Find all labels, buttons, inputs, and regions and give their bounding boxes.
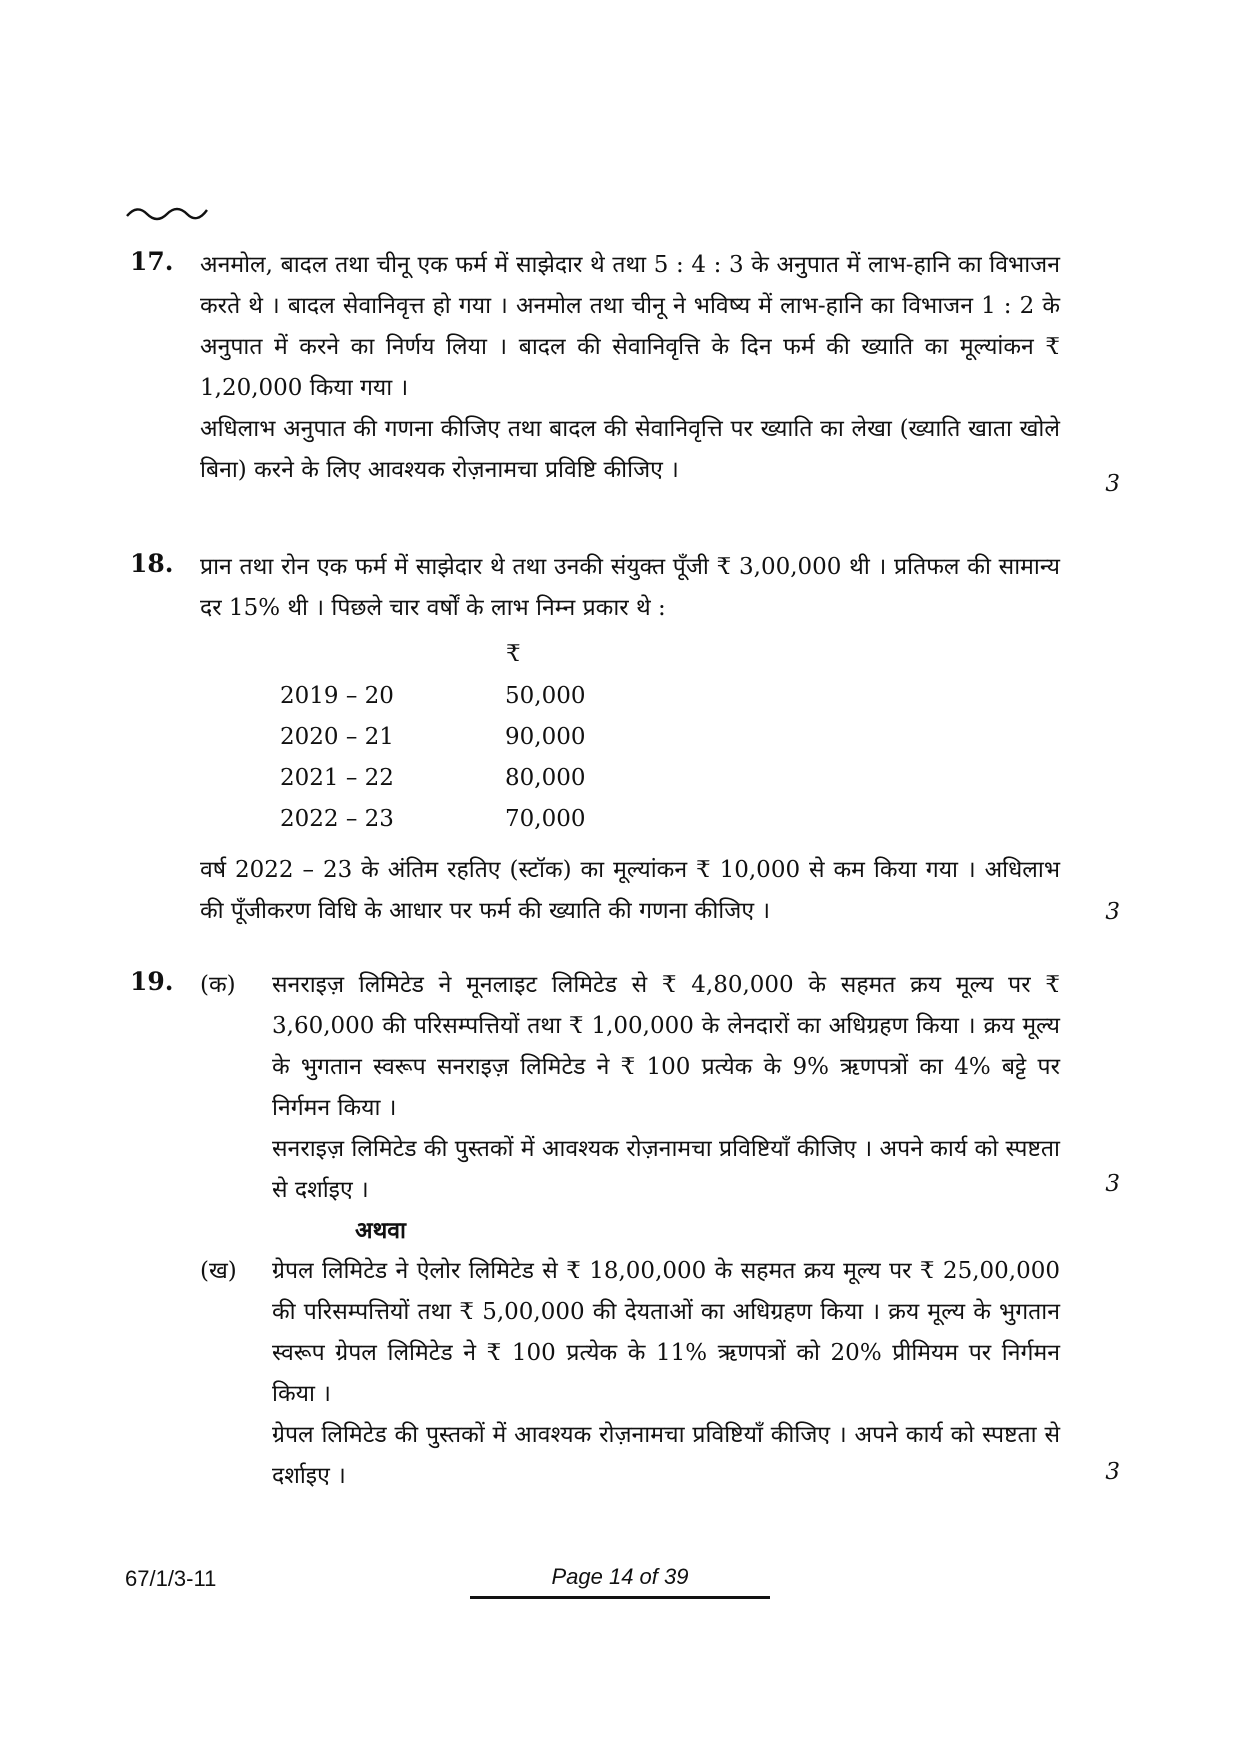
paper-code: 67/1/3-11 [125,1566,217,1591]
table-row [280,676,625,717]
year-cell: 2021 – 22 [280,765,394,791]
amount-cell: 50,000 [505,683,586,709]
marks: 3 [1105,1171,1120,1197]
table-row [280,758,625,799]
amount-cell: 90,000 [505,724,586,750]
question-number: 19. [130,967,174,996]
question-17 [130,245,1120,497]
sub-question-b [200,1251,1060,1497]
question-text: ग्रेपल लिमिटेड ने ऐलोर लिमिटेड से ₹ 18,00,000 के सहमत क्रय मूल्य पर ₹ 25,00,000 की परिसम्पत्तियों तथा ₹ 5,00,000 की देयताओं का अधिग्रहण किया । क्रय मूल्य के भुगतान स्वरूप ग्रेपल लिमिटेड ने ₹ 100 प्रत्येक के 11% ऋणपत्रों को 20% प्रीमियम पर निर्गमन किया । [272,1258,1060,1407]
question-instruction: सनराइज़ लिमिटेड की पुस्तकों में आवश्यक रोज़नामचा प्रविष्टियाँ कीजिए । अपने कार्य को स्पष्टता से दर्शाइए । [272,1136,1060,1203]
marks: 3 [1105,899,1120,925]
question-text: सनराइज़ लिमिटेड ने मूनलाइट लिमिटेड से ₹ 4,80,000 के सहमत क्रय मूल्य पर ₹ 3,60,000 की परिसम्पत्तियों तथा ₹ 1,00,000 के लेनदारों का अधिग्रहण किया । क्रय मूल्य के भुगतान स्वरूप सनराइज़ लिमिटेड ने ₹ 100 प्रत्येक के 9% ऋणपत्रों का 4% बट्टे पर निर्गमन किया । [272,972,1060,1121]
question-text: प्रान तथा रोन एक फर्म में साझेदार थे तथा उनकी संयुक्त पूँजी ₹ 3,00,000 थी । प्रतिफल की सामान्य दर 15% थी । पिछले चार वर्षों के लाभ निम्न प्रकार थे : [200,554,1060,621]
question-instruction: अधिलाभ अनुपात की गणना कीजिए तथा बादल की सेवानिवृत्ति पर ख्याति का लेखा (ख्याति खाता खोले बिना) करने के लिए आवश्यक रोज़नामचा प्रविष्टि कीजिए । [200,416,1060,483]
year-cell: 2019 – 20 [280,683,394,709]
sub-question-body [272,965,1060,1211]
year-cell: 2020 – 21 [280,724,394,750]
question-number: 18. [130,549,174,578]
page-number: Page 14 of 39 [551,1564,689,1589]
or-separator: अथवा [355,1217,407,1244]
wavy-line-icon [125,200,215,224]
question-body [200,965,1060,1497]
currency-header: ₹ [506,641,521,667]
table-row [280,717,625,758]
sub-question-a [200,965,1060,1211]
question-19 [130,965,1120,1497]
amount-cell: 80,000 [505,765,586,791]
marks: 3 [1105,1459,1120,1485]
question-18 [130,547,1120,932]
amount-cell: 70,000 [505,806,586,832]
marks: 3 [1105,471,1120,497]
table-row [280,799,625,840]
sub-question-label: (क) [200,972,236,998]
year-cell: 2022 – 23 [280,806,394,832]
question-instruction: वर्ष 2022 – 23 के अंतिम रहतिए (स्टॉक) का मूल्यांकन ₹ 10,000 से कम किया गया । अधिलाभ की पूँजीकरण विधि के आधार पर फर्म की ख्याति की गणना कीजिए । [200,857,1060,924]
sub-question-label: (ख) [200,1258,237,1284]
question-text: अनमोल, बादल तथा चीनू एक फर्म में साझेदार थे तथा 5 : 4 : 3 के अनुपात में लाभ-हानि का विभाजन करते थे । बादल सेवानिवृत्त हो गया । अनमोल तथा चीनू ने भविष्य में लाभ-हानि का विभाजन 1 : 2 के अनुपात में करने का निर्णय लिया । बादल की सेवानिवृत्ति के दिन फर्म की ख्याति का मूल्यांकन ₹ 1,20,000 किया गया । [200,252,1060,401]
question-body [200,245,1060,491]
question-body [200,547,1060,932]
question-number: 17. [130,247,174,276]
sub-question-body [272,1251,1060,1497]
profits-table [280,633,625,840]
question-instruction: ग्रेपल लिमिटेड की पुस्तकों में आवश्यक रोज़नामचा प्रविष्टियाँ कीजिए । अपने कार्य को स्पष्टता से दर्शाइए । [272,1422,1060,1489]
footer-divider [470,1596,770,1599]
